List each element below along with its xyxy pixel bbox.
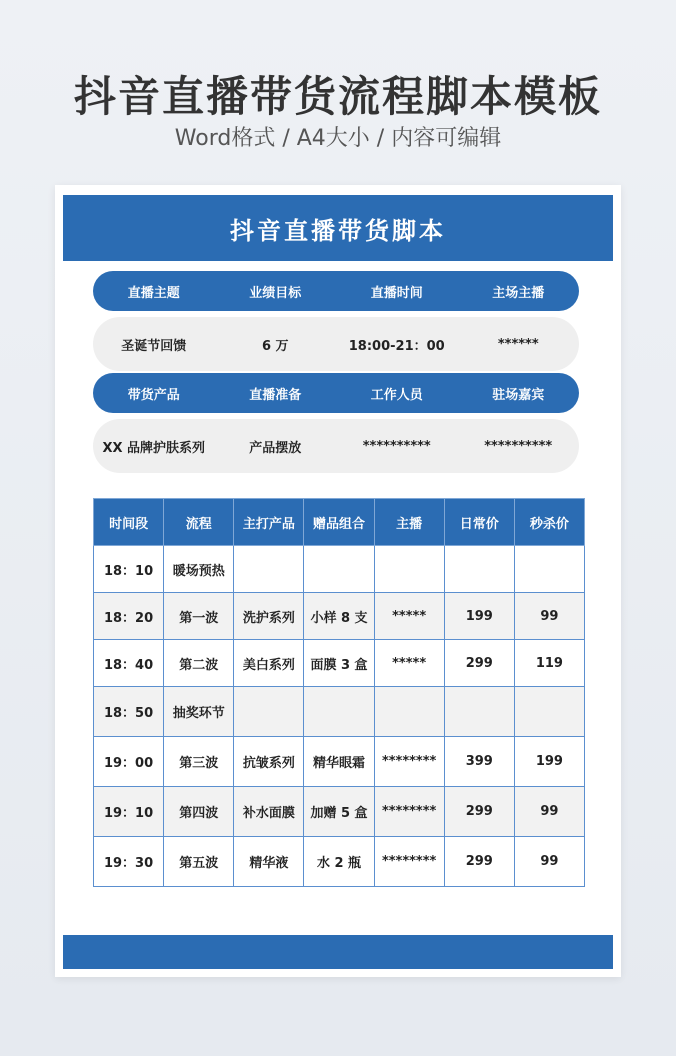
info-value-row-2 — [93, 419, 579, 473]
cell-host[interactable] — [374, 687, 444, 737]
info-label-time: 直播时间 — [370, 285, 423, 301]
table-row — [94, 593, 585, 640]
info-value-row-1 — [93, 317, 579, 371]
col-header-time: 时间段 — [94, 499, 164, 546]
cell-product[interactable] — [234, 546, 304, 593]
table-row — [94, 687, 585, 737]
cell-flash-price[interactable] — [514, 546, 584, 593]
cell-product[interactable]: 抗皱系列 — [234, 737, 304, 787]
table-row — [94, 837, 585, 887]
cell-regular-price[interactable]: 399 — [444, 737, 514, 787]
page-title: 抖音直播带货流程脚本模板 — [73, 72, 602, 121]
cell-host[interactable]: ******** — [374, 787, 444, 837]
cell-regular-price[interactable]: 299 — [444, 787, 514, 837]
cell-regular-price[interactable] — [444, 687, 514, 737]
cell-flow[interactable]: 第二波 — [164, 640, 234, 687]
document-sheet — [55, 185, 621, 977]
cell-flash-price[interactable]: 99 — [514, 787, 584, 837]
schedule-header-row — [94, 499, 585, 546]
info-value-product[interactable]: XX 品牌护肤系列 — [102, 440, 206, 456]
info-value-staff[interactable]: ********** — [362, 438, 431, 454]
info-label-theme: 直播主题 — [127, 285, 180, 301]
cell-gift[interactable] — [304, 546, 374, 593]
info-value-prep[interactable]: 产品摆放 — [249, 440, 302, 456]
cell-host[interactable]: ******** — [374, 737, 444, 787]
cell-flow[interactable]: 第一波 — [164, 593, 234, 640]
cell-host[interactable]: ***** — [374, 640, 444, 687]
cell-time[interactable]: 18：10 — [94, 546, 164, 593]
cell-time[interactable]: 19：00 — [94, 737, 164, 787]
cell-time[interactable]: 19：30 — [94, 837, 164, 887]
cell-gift[interactable]: 加赠 5 盒 — [304, 787, 374, 837]
document-footer-bar — [63, 935, 613, 969]
cell-gift[interactable]: 水 2 瓶 — [304, 837, 374, 887]
info-value-guest[interactable]: ********** — [484, 438, 553, 454]
cell-flash-price[interactable]: 99 — [514, 593, 584, 640]
cell-host[interactable]: ***** — [374, 593, 444, 640]
col-header-main-product: 主打产品 — [234, 499, 304, 546]
cell-product[interactable]: 精华液 — [234, 837, 304, 887]
col-header-gift: 赠品组合 — [304, 499, 374, 546]
cell-regular-price[interactable]: 199 — [444, 593, 514, 640]
cell-flash-price[interactable]: 99 — [514, 837, 584, 887]
cell-flow[interactable]: 第四波 — [164, 787, 234, 837]
cell-flash-price[interactable]: 119 — [514, 640, 584, 687]
cell-gift[interactable]: 面膜 3 盒 — [304, 640, 374, 687]
cell-product[interactable]: 洗护系列 — [234, 593, 304, 640]
info-label-product: 带货产品 — [127, 387, 180, 403]
table-row — [94, 546, 585, 593]
cell-flow[interactable]: 第三波 — [164, 737, 234, 787]
col-header-regular-price: 日常价 — [444, 499, 514, 546]
cell-time[interactable]: 18：50 — [94, 687, 164, 737]
cell-host[interactable]: ******** — [374, 837, 444, 887]
cell-product[interactable] — [234, 687, 304, 737]
cell-time[interactable]: 18：20 — [94, 593, 164, 640]
info-header-row-1 — [93, 271, 579, 311]
cell-gift[interactable] — [304, 687, 374, 737]
cell-gift[interactable]: 精华眼霜 — [304, 737, 374, 787]
cell-host[interactable] — [374, 546, 444, 593]
cell-regular-price[interactable] — [444, 546, 514, 593]
info-label-guest: 驻场嘉宾 — [492, 387, 545, 403]
col-header-host: 主播 — [374, 499, 444, 546]
page-subtitle: Word格式 / A4大小 / 内容可编辑 — [174, 126, 502, 151]
cell-flow[interactable]: 第五波 — [164, 837, 234, 887]
info-value-target[interactable]: 6 万 — [261, 338, 289, 354]
cell-time[interactable]: 19：10 — [94, 787, 164, 837]
info-label-target: 业绩目标 — [249, 285, 302, 301]
table-row — [94, 640, 585, 687]
info-label-staff: 工作人员 — [370, 387, 423, 403]
col-header-flow: 流程 — [164, 499, 234, 546]
cell-regular-price[interactable]: 299 — [444, 837, 514, 887]
cell-product[interactable]: 美白系列 — [234, 640, 304, 687]
cell-flash-price[interactable] — [514, 687, 584, 737]
cell-gift[interactable]: 小样 8 支 — [304, 593, 374, 640]
info-label-prep: 直播准备 — [249, 387, 302, 403]
schedule-table — [93, 498, 585, 887]
cell-flow[interactable]: 抽奖环节 — [164, 687, 234, 737]
info-header-row-2 — [93, 373, 579, 413]
table-row — [94, 787, 585, 837]
cell-flash-price[interactable]: 199 — [514, 737, 584, 787]
info-value-time[interactable]: 18:00-21：00 — [348, 338, 445, 354]
info-label-host: 主场主播 — [492, 285, 545, 301]
cell-regular-price[interactable]: 299 — [444, 640, 514, 687]
cell-time[interactable]: 18：40 — [94, 640, 164, 687]
cell-flow[interactable]: 暖场预热 — [164, 546, 234, 593]
col-header-flash-price: 秒杀价 — [514, 499, 584, 546]
cell-product[interactable]: 补水面膜 — [234, 787, 304, 837]
info-value-host[interactable]: ****** — [497, 336, 539, 352]
document-heading: 抖音直播带货脚本 — [63, 195, 613, 261]
table-row — [94, 737, 585, 787]
info-value-theme[interactable]: 圣诞节回馈 — [121, 338, 187, 354]
